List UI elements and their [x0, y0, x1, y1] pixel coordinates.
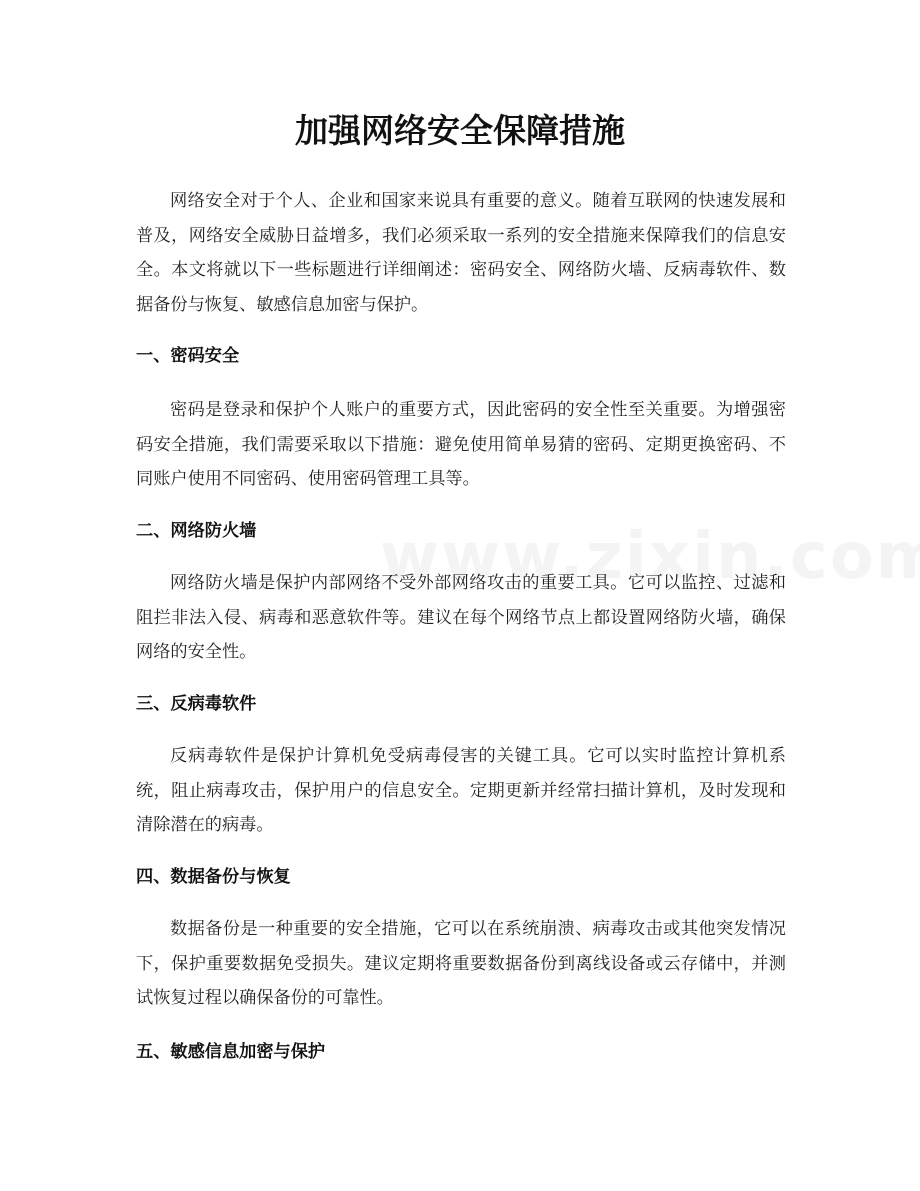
section-heading-encryption: 五、敏感信息加密与保护 — [136, 1042, 326, 1062]
section-heading-firewall: 二、网络防火墙 — [136, 521, 257, 541]
section-heading-password: 一、密码安全 — [136, 346, 240, 366]
section-body-password: 密码是登录和保护个人账户的重要方式，因此密码的安全性至关重要。为增强密码安全措施，我们需要采取以下措施：避免使用简单易猜的密码、定期更换密码、不同账户使用不同密码、使用密码管理工具等。 — [136, 400, 786, 490]
page-title: 加强网络安全保障措施 — [295, 111, 625, 150]
section-body-firewall: 网络防火墙是保护内部网络不受外部网络攻击的重要工具。它可以监控、过滤和阻拦非法入侵、病毒和恶意软件等。建议在每个网络节点上都设置网络防火墙，确保网络的安全性。 — [136, 573, 786, 663]
intro-paragraph: 网络安全对于个人、企业和国家来说具有重要的意义。随着互联网的快速发展和普及，网络安全威胁日益增多，我们必须采取一系列的安全措施来保障我们的信息安全。本文将就以下一些标题进行详细阐述：密码安全、网络防火墙、反病毒软件、数据备份与恢复、敏感信息加密与保护。 — [136, 191, 786, 316]
section-heading-backup: 四、数据备份与恢复 — [136, 867, 291, 887]
section-heading-antivirus: 三、反病毒软件 — [136, 694, 257, 714]
section-body-backup: 数据备份是一种重要的安全措施，它可以在系统崩溃、病毒攻击或其他突发情况下，保护重要数据免受损失。建议定期将重要数据备份到离线设备或云存储中，并测试恢复过程以确保备份的可靠性。 — [136, 919, 786, 1009]
section-body-antivirus: 反病毒软件是保护计算机免受病毒侵害的关键工具。它可以实时监控计算机系统，阻止病毒攻击，保护用户的信息安全。定期更新并经常扫描计算机，及时发现和清除潜在的病毒。 — [136, 746, 786, 836]
